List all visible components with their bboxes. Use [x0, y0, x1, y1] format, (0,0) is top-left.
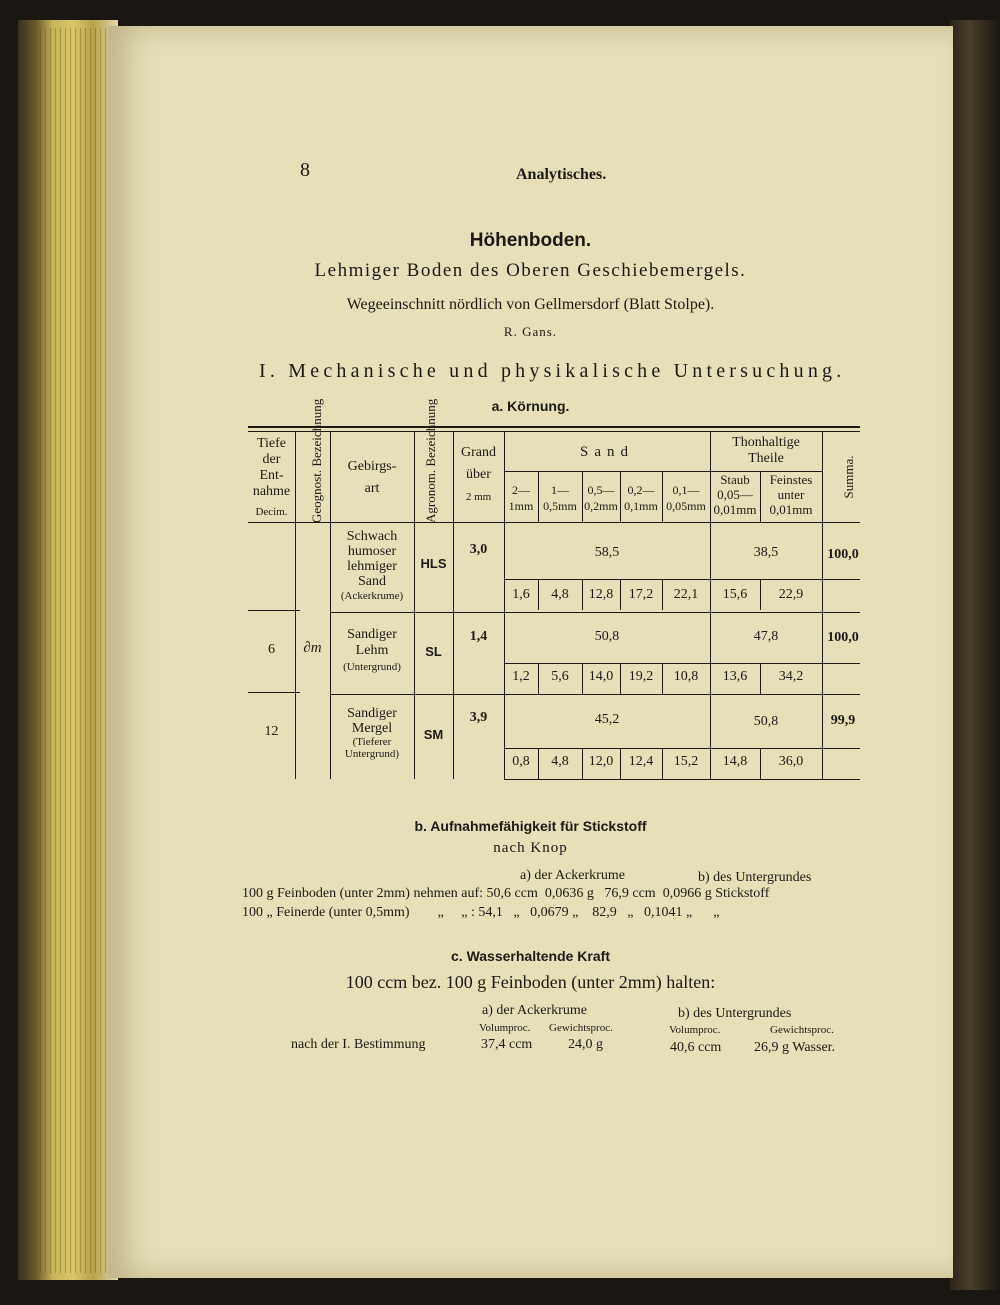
row1-sand-2: 12,8 [588, 587, 614, 602]
section-b-line1: 100 g Feinboden (unter 2mm) nehmen auf: 50,6 ccm 0,0636 g 76,9 ccm 0,0966 g Stickstoff [242, 886, 770, 901]
page-title: Höhenboden. [469, 230, 592, 251]
header-thon-sub: Staub 0,05— 0,01mm [713, 472, 757, 517]
row1-sand-4: 22,1 [673, 587, 699, 602]
section-b-sub: nach Knop [493, 840, 568, 856]
section-c-b-vol: 40,6 ccm [670, 1040, 722, 1055]
row2-thon-1: 34,2 [778, 669, 804, 684]
header-thon: Thonhaltige Theile [732, 435, 800, 466]
section-c-a-vol: 37,4 ccm [481, 1037, 533, 1052]
row3-summa: 99,9 [830, 713, 856, 728]
row3-sand-3: 12,4 [628, 754, 654, 769]
page-number: 8 [300, 159, 310, 181]
row1-thon-0: 15,6 [722, 587, 748, 602]
author: R. Gans. [503, 324, 558, 339]
header-sand-sub: 0,1— 0,05mm [666, 483, 706, 513]
row2-summa: 100,0 [827, 630, 859, 645]
row1-summa: 100,0 [827, 547, 859, 562]
row1-gebirgsart: Schwach humoser lehmiger Sand (Ackerkrume) [340, 529, 404, 602]
row1-sand-total: 58,5 [594, 545, 620, 560]
header-tiefe-unit: Decim. [255, 506, 288, 518]
section-b-col-a: a) der Ackerkrume [520, 868, 625, 883]
row1-grand: 3,0 [469, 542, 488, 557]
header-summa: Summa. [841, 455, 856, 499]
running-title: Analytisches. [516, 166, 607, 183]
header-thon-sub: Feinstes unter 0,01mm [769, 472, 813, 517]
section-c-a-gew-label: Gewichtsproc. [549, 1022, 613, 1034]
row1-sand-1: 4,8 [551, 587, 569, 602]
row1-sand-0: 1,6 [512, 587, 530, 602]
row3-agronom: SM [423, 727, 444, 742]
row2-tiefe: 6 [268, 642, 275, 657]
header-geognost: Geognost. Bezeichnung [309, 398, 324, 523]
section-c-b-gew-label: Gewichtsproc. [770, 1024, 834, 1036]
row2-agronom: SL [425, 644, 442, 659]
page-stack [40, 28, 110, 1273]
row2-thon-0: 13,6 [722, 669, 748, 684]
header-sand-sub: 1— 0,5mm [543, 483, 577, 513]
row2-sand-3: 19,2 [628, 669, 654, 684]
section-subheading: a. Körnung. [491, 398, 570, 414]
row3-thon-0: 14,8 [722, 754, 748, 769]
row2-grand: 1,4 [469, 629, 488, 644]
row1-sand-3: 17,2 [628, 587, 654, 602]
section-c-a-gew: 24,0 g [568, 1037, 603, 1052]
row2-sand-total: 50,8 [594, 629, 620, 644]
section-c-col-b: b) des Untergrundes [678, 1006, 792, 1021]
row3-gebirgsart: Sandiger Mergel (Tieferer Untergrund) [344, 706, 400, 760]
row3-thon-1: 36,0 [778, 754, 804, 769]
row2-sand-2: 14,0 [588, 669, 614, 684]
header-agronom: Agronom. Bezeichnung [423, 398, 438, 523]
row3-tiefe: 12 [264, 724, 279, 739]
section-c-col-a: a) der Ackerkrume [482, 1003, 587, 1018]
row3-sand-0: 0,8 [512, 754, 530, 769]
section-b-line2: 100 „ Feinerde (unter 0,5mm) „ „ : 54,1 „ 0,0679 „ 82,9 „ 0,1041 „ „ [242, 905, 720, 920]
row1-thon-1: 22,9 [778, 587, 804, 602]
row3-grand: 3,9 [469, 710, 488, 725]
row2-gebirgsart: Sandiger Lehm (Untergrund) [343, 627, 401, 673]
row3-sand-1: 4,8 [551, 754, 569, 769]
header-sand-sub: 0,2— 0,1mm [624, 483, 658, 513]
row2-sand-4: 10,8 [673, 669, 699, 684]
row2-sand-0: 1,2 [512, 669, 530, 684]
header-sand-sub: 0,5— 0,2mm [584, 483, 618, 513]
section-b-heading: b. Aufnahmefähigkeit für Stickstoff [414, 818, 647, 834]
geognost-value: ∂m [303, 640, 322, 656]
section-c-heading: c. Wasserhaltende Kraft [451, 948, 610, 964]
row3-sand-total: 45,2 [594, 712, 620, 727]
header-grand: Grand über 2 mm [461, 445, 496, 503]
location: Wegeeinschnitt nördlich von Gellmersdorf (Blatt Stolpe). [346, 296, 715, 313]
header-tiefe: Tiefe der Ent- nahme [252, 436, 291, 499]
header-gebirgsart: Gebirgs- art [347, 459, 397, 496]
row2-sand-1: 5,6 [551, 669, 569, 684]
row2-thon-total: 47,8 [753, 629, 779, 644]
section-c-a-vol-label: Volumproc. [479, 1022, 531, 1034]
subtitle: Lehmiger Boden des Oberen Geschiebemergels. [314, 260, 747, 281]
section-c-row-label: nach der I. Bestimmung [291, 1037, 426, 1052]
section-c-b-vol-label: Volumproc. [669, 1024, 721, 1036]
section-heading: I. Mechanische und physikalische Untersuchung. [259, 360, 846, 382]
row3-sand-4: 15,2 [673, 754, 699, 769]
row1-agronom: HLS [420, 556, 447, 571]
row3-thon-total: 50,8 [753, 714, 779, 729]
book-page [108, 26, 953, 1278]
section-c-b-gew: 26,9 g Wasser. [754, 1040, 836, 1055]
header-sand-sub: 2— 1mm [508, 483, 534, 513]
row3-sand-2: 12,0 [588, 754, 614, 769]
section-c-intro: 100 ccm bez. 100 g Feinboden (unter 2mm) halten: [345, 972, 716, 992]
header-sand: Sand [580, 444, 634, 460]
book-edge-right [950, 20, 1000, 1290]
row1-thon-total: 38,5 [753, 545, 779, 560]
section-b-col-b: b) des Untergrundes [698, 870, 812, 885]
